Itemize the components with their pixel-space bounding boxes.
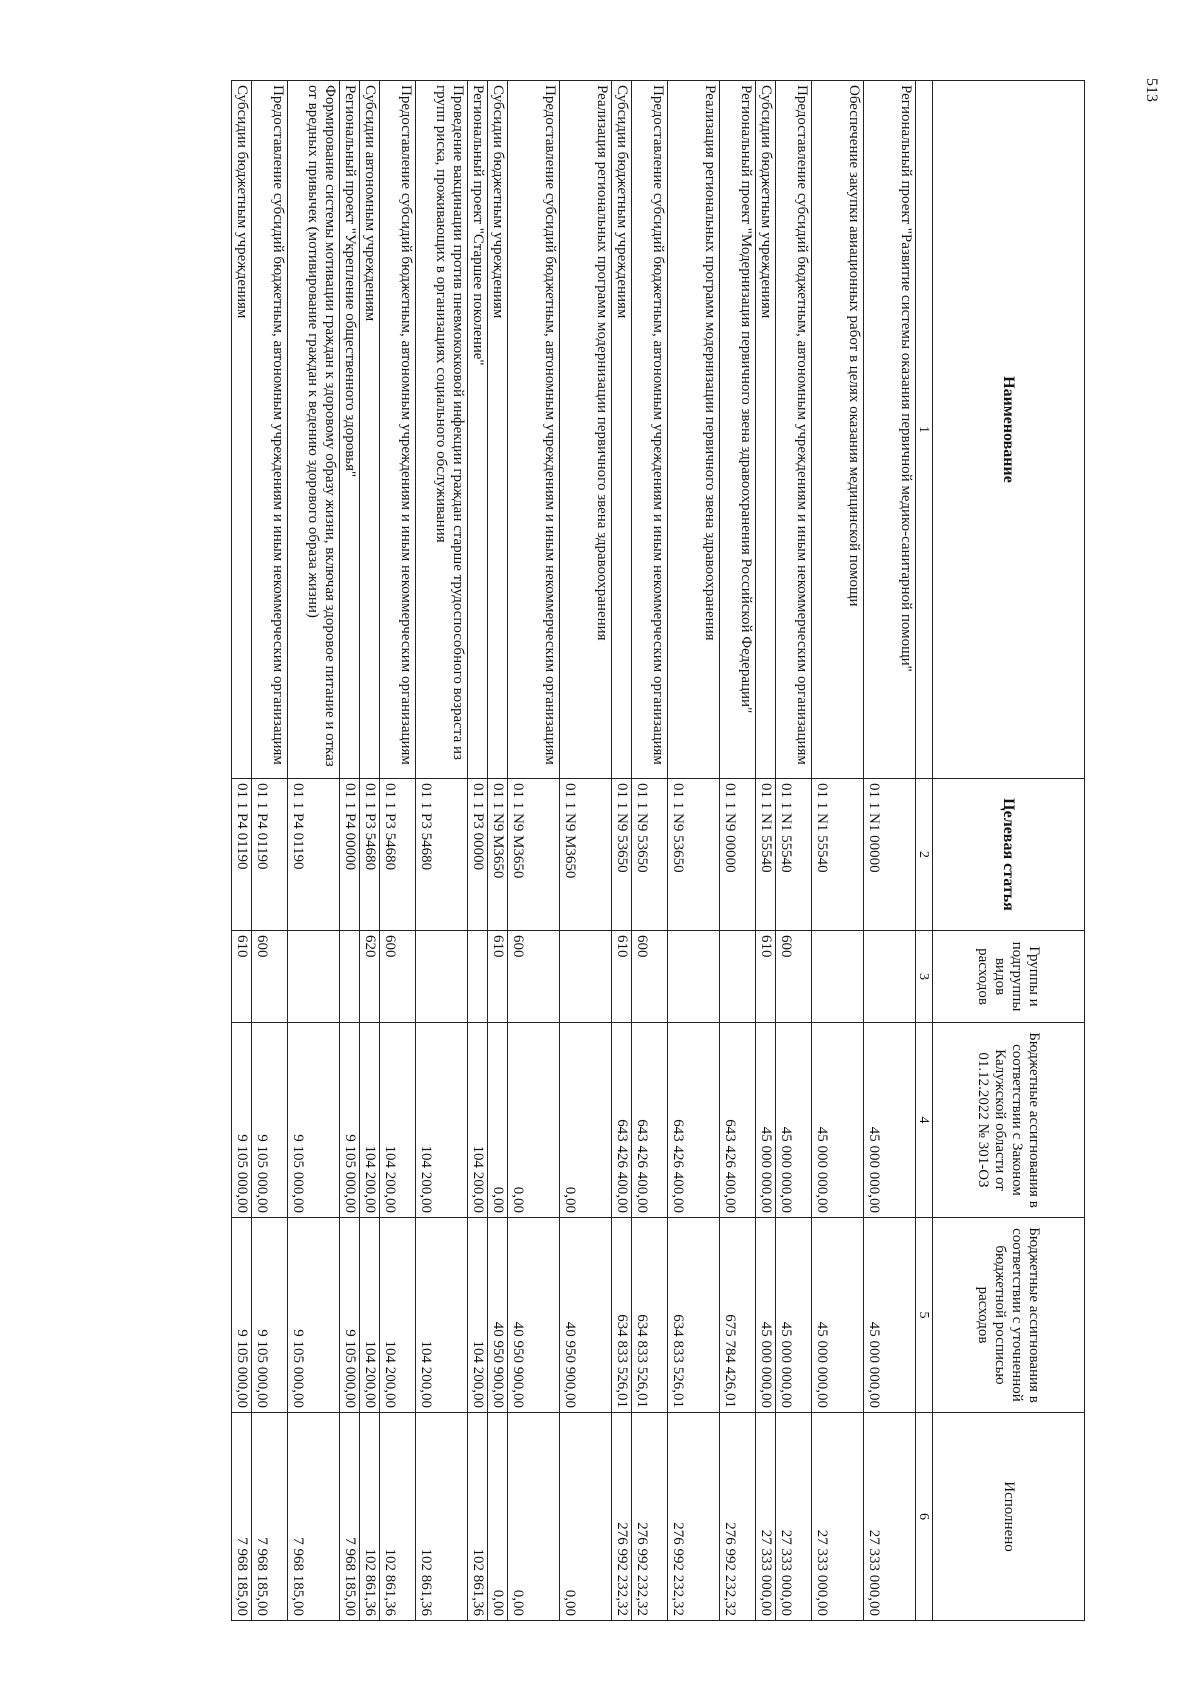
row-executed-amount-cell: 0,00 xyxy=(488,1413,508,1621)
row-name-cell: Предоставление субсидий бюджетным, автономным учреждениям и иным некоммерческим организациям xyxy=(632,81,668,779)
row-executed-amount-cell: 276 992 232,32 xyxy=(668,1413,720,1621)
row-name-cell: Реализация региональных программ модернизации первичного звена здравоохранения xyxy=(668,81,720,779)
row-executed-amount-cell: 0,00 xyxy=(560,1413,612,1621)
table-row xyxy=(340,81,360,1621)
row-schedule-amount-cell: 9 105 000,00 xyxy=(232,1218,252,1413)
header-expense-groups: Группы и подгруппы видов расходов xyxy=(933,931,1085,1023)
table-row xyxy=(756,81,776,1621)
table-row xyxy=(252,81,288,1621)
header-target-article: Целевая статья xyxy=(933,779,1085,931)
column-number: 2 xyxy=(916,779,933,931)
row-name-cell: Предоставление субсидий бюджетным, автономным учреждениям и иным некоммерческим организациям xyxy=(508,81,560,779)
row-target-code-cell: 01 1 N9 00000 xyxy=(720,779,756,931)
row-group-code-cell xyxy=(468,931,488,1023)
table-row xyxy=(560,81,612,1621)
row-executed-amount-cell: 102 861,36 xyxy=(416,1413,468,1621)
table-row xyxy=(864,81,916,1621)
row-law-amount-cell: 9 105 000,00 xyxy=(340,1023,360,1218)
row-executed-amount-cell: 27 333 000,00 xyxy=(812,1413,864,1621)
row-executed-amount-cell: 0,00 xyxy=(508,1413,560,1621)
row-name-cell: Региональный проект "Развитие системы оказания первичной медико-санитарной помощи" xyxy=(864,81,916,779)
row-target-code-cell: 01 1 N1 00000 xyxy=(864,779,916,931)
row-name-cell: Предоставление субсидий бюджетным, автономным учреждениям и иным некоммерческим организациям xyxy=(252,81,288,779)
row-executed-amount-cell: 7 968 185,00 xyxy=(288,1413,340,1621)
row-target-code-cell: 01 1 N9 М3650 xyxy=(488,779,508,931)
row-target-code-cell: 01 1 N9 М3650 xyxy=(560,779,612,931)
row-law-amount-cell: 104 200,00 xyxy=(468,1023,488,1218)
row-executed-amount-cell: 7 968 185,00 xyxy=(232,1413,252,1621)
row-group-code-cell: 610 xyxy=(232,931,252,1023)
row-name-cell: Субсидии бюджетным учреждениям xyxy=(232,81,252,779)
row-executed-amount-cell: 276 992 232,32 xyxy=(612,1413,632,1621)
row-schedule-amount-cell: 675 784 426,01 xyxy=(720,1218,756,1413)
row-group-code-cell: 600 xyxy=(380,931,416,1023)
row-target-code-cell: 01 1 N9 53650 xyxy=(632,779,668,931)
column-number: 1 xyxy=(916,81,933,779)
row-law-amount-cell: 643 426 400,00 xyxy=(632,1023,668,1218)
table-row xyxy=(612,81,632,1621)
row-schedule-amount-cell: 634 833 526,01 xyxy=(612,1218,632,1413)
row-law-amount-cell: 45 000 000,00 xyxy=(756,1023,776,1218)
row-target-code-cell: 01 1 N1 55540 xyxy=(776,779,812,931)
row-schedule-amount-cell: 104 200,00 xyxy=(360,1218,380,1413)
column-number: 6 xyxy=(916,1413,933,1621)
row-group-code-cell xyxy=(340,931,360,1023)
column-number-row xyxy=(916,81,933,1621)
row-group-code-cell xyxy=(668,931,720,1023)
budget-table xyxy=(231,80,1085,1621)
row-target-code-cell: 01 1 P3 54680 xyxy=(380,779,416,931)
row-executed-amount-cell: 102 861,36 xyxy=(468,1413,488,1621)
row-law-amount-cell: 0,00 xyxy=(508,1023,560,1218)
row-target-code-cell: 01 1 P4 01190 xyxy=(252,779,288,931)
row-group-code-cell xyxy=(288,931,340,1023)
row-name-cell: Предоставление субсидий бюджетным, автономным учреждениям и иным некоммерческим организациям xyxy=(380,81,416,779)
table-body xyxy=(232,81,916,1621)
row-schedule-amount-cell: 104 200,00 xyxy=(416,1218,468,1413)
row-name-cell: Проведение вакцинации против пневмококковой инфекции граждан старше трудоспособного возраста из групп риска, проживающих в организациях социального обслуживания xyxy=(416,81,468,779)
table-row xyxy=(668,81,720,1621)
page-number: 513 xyxy=(1143,78,1160,102)
row-schedule-amount-cell: 40 950 900,00 xyxy=(488,1218,508,1413)
table-row xyxy=(360,81,380,1621)
row-group-code-cell xyxy=(864,931,916,1023)
header-name: Наименование xyxy=(933,81,1085,779)
row-name-cell: Субсидии автономным учреждениям xyxy=(360,81,380,779)
row-schedule-amount-cell: 40 950 900,00 xyxy=(508,1218,560,1413)
row-schedule-amount-cell: 104 200,00 xyxy=(468,1218,488,1413)
row-executed-amount-cell: 27 333 000,00 xyxy=(756,1413,776,1621)
row-schedule-amount-cell: 9 105 000,00 xyxy=(340,1218,360,1413)
table-row xyxy=(632,81,668,1621)
table-row xyxy=(720,81,756,1621)
row-law-amount-cell: 643 426 400,00 xyxy=(668,1023,720,1218)
column-number: 3 xyxy=(916,931,933,1023)
row-name-cell: Предоставление субсидий бюджетным, автономным учреждениям и иным некоммерческим организациям xyxy=(776,81,812,779)
column-number: 4 xyxy=(916,1023,933,1218)
table-row xyxy=(232,81,252,1621)
row-schedule-amount-cell: 45 000 000,00 xyxy=(864,1218,916,1413)
row-schedule-amount-cell: 9 105 000,00 xyxy=(252,1218,288,1413)
row-group-code-cell: 620 xyxy=(360,931,380,1023)
header-law-allocations: Бюджетные ассигнования в соответствии с Законом Калужской области от 01.12.2022 № 301-ОЗ xyxy=(933,1023,1085,1218)
row-schedule-amount-cell: 40 950 900,00 xyxy=(560,1218,612,1413)
row-law-amount-cell: 45 000 000,00 xyxy=(776,1023,812,1218)
row-target-code-cell: 01 1 P3 54680 xyxy=(416,779,468,931)
row-executed-amount-cell: 27 333 000,00 xyxy=(864,1413,916,1621)
row-name-cell: Субсидии бюджетным учреждениям xyxy=(612,81,632,779)
table-row xyxy=(288,81,340,1621)
row-law-amount-cell: 104 200,00 xyxy=(360,1023,380,1218)
rotated-page-content xyxy=(115,80,1085,1620)
row-law-amount-cell: 9 105 000,00 xyxy=(288,1023,340,1218)
row-schedule-amount-cell: 9 105 000,00 xyxy=(288,1218,340,1413)
header-row xyxy=(933,81,1085,1621)
row-group-code-cell: 610 xyxy=(612,931,632,1023)
row-name-cell: Формирование системы мотивации граждан к здоровому образу жизни, включая здоровое питание и отказ от вредных привычек (мотивирование граждан к ведению здорового образа жизни) xyxy=(288,81,340,779)
row-law-amount-cell: 45 000 000,00 xyxy=(864,1023,916,1218)
row-name-cell: Субсидии бюджетным учреждениям xyxy=(756,81,776,779)
row-executed-amount-cell: 102 861,36 xyxy=(360,1413,380,1621)
row-law-amount-cell: 643 426 400,00 xyxy=(720,1023,756,1218)
row-group-code-cell: 600 xyxy=(508,931,560,1023)
row-name-cell: Региональный проект "Модернизация первичного звена здравоохранения Российской Федерации" xyxy=(720,81,756,779)
row-group-code-cell: 610 xyxy=(488,931,508,1023)
table-row xyxy=(416,81,468,1621)
row-group-code-cell xyxy=(720,931,756,1023)
row-target-code-cell: 01 1 N1 55540 xyxy=(812,779,864,931)
row-schedule-amount-cell: 45 000 000,00 xyxy=(776,1218,812,1413)
row-name-cell: Региональный проект "Укрепление общественного здоровья" xyxy=(340,81,360,779)
row-law-amount-cell: 9 105 000,00 xyxy=(252,1023,288,1218)
row-name-cell: Обеспечение закупки авиационных работ в целях оказания медицинской помощи xyxy=(812,81,864,779)
row-law-amount-cell: 643 426 400,00 xyxy=(612,1023,632,1218)
table-row xyxy=(812,81,864,1621)
table-row xyxy=(508,81,560,1621)
header-schedule-allocations: Бюджетные ассигнования в соответствии с уточненной бюджетной росписью расходов xyxy=(933,1218,1085,1413)
row-target-code-cell: 01 1 N1 55540 xyxy=(756,779,776,931)
row-group-code-cell: 600 xyxy=(632,931,668,1023)
row-target-code-cell: 01 1 P3 00000 xyxy=(468,779,488,931)
row-schedule-amount-cell: 634 833 526,01 xyxy=(632,1218,668,1413)
row-group-code-cell: 610 xyxy=(756,931,776,1023)
row-executed-amount-cell: 7 968 185,00 xyxy=(340,1413,360,1621)
table-row xyxy=(380,81,416,1621)
table-row xyxy=(488,81,508,1621)
row-executed-amount-cell: 27 333 000,00 xyxy=(776,1413,812,1621)
table-row xyxy=(468,81,488,1621)
row-target-code-cell: 01 1 P3 54680 xyxy=(360,779,380,931)
row-target-code-cell: 01 1 P4 01190 xyxy=(232,779,252,931)
row-law-amount-cell: 104 200,00 xyxy=(416,1023,468,1218)
row-group-code-cell: 600 xyxy=(776,931,812,1023)
row-law-amount-cell: 104 200,00 xyxy=(380,1023,416,1218)
row-target-code-cell: 01 1 N9 53650 xyxy=(668,779,720,931)
row-law-amount-cell: 0,00 xyxy=(560,1023,612,1218)
column-number: 5 xyxy=(916,1218,933,1413)
row-group-code-cell: 600 xyxy=(252,931,288,1023)
row-target-code-cell: 01 1 N9 53650 xyxy=(612,779,632,931)
row-executed-amount-cell: 276 992 232,32 xyxy=(632,1413,668,1621)
table-row xyxy=(776,81,812,1621)
row-executed-amount-cell: 7 968 185,00 xyxy=(252,1413,288,1621)
header-executed: Исполнено xyxy=(933,1413,1085,1621)
row-schedule-amount-cell: 45 000 000,00 xyxy=(812,1218,864,1413)
row-name-cell: Субсидии бюджетным учреждениям xyxy=(488,81,508,779)
row-schedule-amount-cell: 634 833 526,01 xyxy=(668,1218,720,1413)
row-name-cell: Реализация региональных программ модернизации первичного звена здравоохранения xyxy=(560,81,612,779)
row-target-code-cell: 01 1 N9 М3650 xyxy=(508,779,560,931)
row-law-amount-cell: 0,00 xyxy=(488,1023,508,1218)
row-group-code-cell xyxy=(812,931,864,1023)
row-schedule-amount-cell: 104 200,00 xyxy=(380,1218,416,1413)
row-executed-amount-cell: 276 992 232,32 xyxy=(720,1413,756,1621)
row-group-code-cell xyxy=(560,931,612,1023)
row-schedule-amount-cell: 45 000 000,00 xyxy=(756,1218,776,1413)
row-name-cell: Региональный проект "Старшее поколение" xyxy=(468,81,488,779)
row-target-code-cell: 01 1 P4 01190 xyxy=(288,779,340,931)
row-law-amount-cell: 45 000 000,00 xyxy=(812,1023,864,1218)
row-law-amount-cell: 9 105 000,00 xyxy=(232,1023,252,1218)
row-target-code-cell: 01 1 P4 00000 xyxy=(340,779,360,931)
row-group-code-cell xyxy=(416,931,468,1023)
row-executed-amount-cell: 102 861,36 xyxy=(380,1413,416,1621)
